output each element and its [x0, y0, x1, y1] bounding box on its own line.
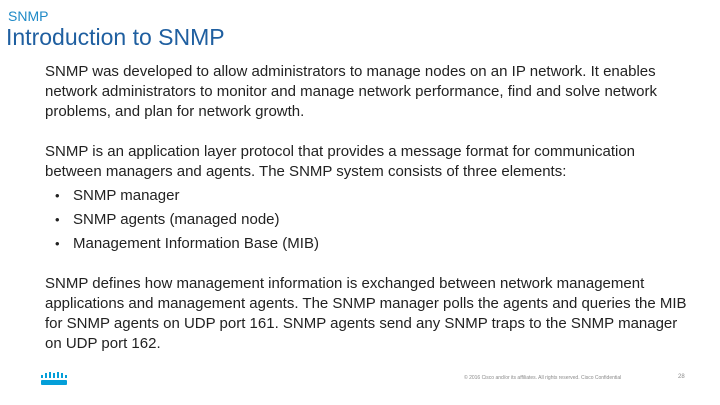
cisco-logo-icon [40, 372, 68, 386]
list-item [45, 184, 695, 208]
elements-list [45, 184, 695, 256]
list-item [45, 232, 695, 256]
list-item [45, 208, 695, 232]
slide-title: Introduction to SNMP [6, 24, 225, 50]
bullet-icon: • [55, 212, 60, 227]
slide-content [45, 62, 695, 354]
intro-paragraph: SNMP was developed to allow administrators to manage nodes on an IP network. It enables network administrators to monitor and manage network performance, find and solve network problems, and plan for network growth. [45, 63, 657, 120]
bullet-icon: • [55, 188, 60, 203]
section-label: SNMP [8, 8, 49, 24]
protocol-paragraph: SNMP is an application layer protocol that provides a message format for communication between managers and agents. The SNMP system consists of three elements: [45, 143, 636, 180]
slide-footer [0, 370, 720, 390]
exchange-paragraph: SNMP defines how management information is exchanged between network management applications and management agents. The SNMP manager polls the agents and queries the MIB for SNMP agents on UDP port 161. SNMP agents send any SNMP traps to the SNMP manager on UDP port 162. [45, 275, 687, 352]
list-item-text: Management Information Base (MIB) [73, 235, 319, 252]
list-item-text: SNMP agents (managed node) [73, 211, 280, 228]
list-item-text: SNMP manager [73, 187, 180, 204]
copyright-notice: © 2016 Cisco and/or its affiliates. All rights reserved. Cisco Confidential [464, 375, 622, 381]
page-number: 28 [678, 374, 685, 380]
bullet-icon: • [55, 236, 60, 251]
